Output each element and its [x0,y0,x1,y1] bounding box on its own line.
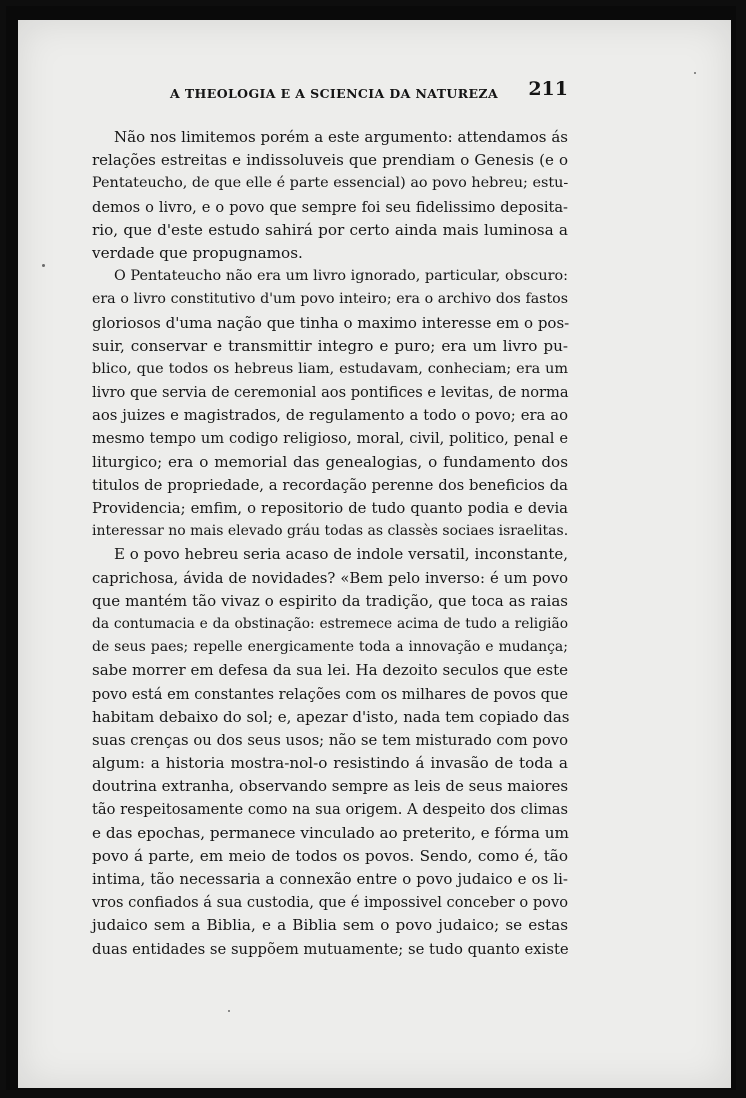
text-line: povo está em constantes relações com os milhares de povos que [92,685,569,703]
text-line: suir, conservar e transmittir integro e puro; era um livro pu- [92,336,568,355]
ink-speck [694,72,696,74]
text-line: vros confiados á sua custodia, que é impossivel conceber o povo [92,894,568,912]
text-line: relações estreitas e indissoluveis que prendiam o Genesis (e o [92,151,568,170]
text-line: Não nos limitemos porém a este argumento: attendamos ás [114,128,568,146]
text-line: era o livro constitutivo d'um povo inteiro; era o archivo dos fastos [92,291,568,308]
text-line: Providencia; emfim, o repositorio de tudo quanto podia e devia [92,500,568,517]
text-line: aos juizes e magistrados, de regulamento a todo o povo; era ao [92,407,568,425]
text-line: mesmo tempo um codigo religioso, moral, civil, politico, penal e [92,430,568,448]
text-line: rio, que d'este estudo sahirá por certo ainda mais luminosa a [92,220,568,239]
text-line: habitam debaixo do sol; e, apezar d'isto, nada tem copiado das [92,707,570,726]
text-line: e das epochas, permanece vinculado ao preterito, e fórma um [92,823,569,842]
text-line: sabe morrer em defesa da sua lei. Ha dezoito seculos que este [92,661,568,680]
text-line: Pentateucho, de que elle é parte essencial) ao povo hebreu; estu- [92,175,569,192]
text-line: tão respeitosamente como na sua origem. A despeito dos climas [92,801,568,819]
text-line: interessar no mais elevado gráu todas as classès sociaes israelitas. [92,523,569,540]
ink-speck [228,1010,230,1012]
text-line: judaico sem a Biblia, e a Biblia sem o povo judaico; se estas [92,916,568,935]
running-header [92,78,568,106]
text-line: que mantém tão vivaz o espirito da tradição, que toca as raias [92,591,568,610]
text-line: intima, tão necessaria a connexão entre o povo judaico e os li- [92,870,568,888]
text-line: caprichosa, ávida de novidades? «Bem pelo inverso: é um povo [92,569,568,587]
text-line: blico, que todos os hebreus liam, estudavam, conheciam; era um [92,360,568,377]
text-line: E o povo hebreu seria acaso de indole versatil, inconstante, [114,545,568,564]
text-line: titulos de propriedade, a recordação perenne dos beneficios da [92,476,568,494]
running-title: A THEOLOGIA E A SCIENCIA DA NATUREZA [170,86,499,101]
text-line: O Pentateucho não era um livro ignorado, particular, obscuro: [114,268,568,285]
text-line: liturgico; era o memorial das genealogias, o fundamento dos [92,452,568,471]
text-line: povo á parte, em meio de todos os povos. Sendo, como é, tão [92,846,568,865]
text-line: duas entidades se suppõem mutuamente; se tudo quanto existe [92,940,569,958]
text-line: suas crenças ou dos seus usos; não se tem misturado com povo [92,731,568,749]
text-line: doutrina extranha, observando sempre as leis de seus maiores [92,777,569,796]
text-line: algum: a historia mostra-nol-o resistindo á invasão de toda a [92,754,568,773]
ink-speck [42,264,45,267]
page-number: 211 [528,78,568,100]
text-line: livro que servia de ceremonial aos pontifices e levitas, de norma [92,384,569,402]
page-body-text [92,126,568,961]
text-line: de seus paes; repelle energicamente toda a innovação e mudança; [92,639,568,656]
text-line: verdade que propugnamos. [92,243,303,262]
text-line: demos o livro, e o povo que sempre foi seu fidelissimo deposita- [92,198,568,216]
text-line: gloriosos d'uma nação que tinha o maximo interesse em o pos- [92,313,570,332]
text-line: da contumacia e da obstinação: estremece acima de tudo a religião [92,615,568,632]
